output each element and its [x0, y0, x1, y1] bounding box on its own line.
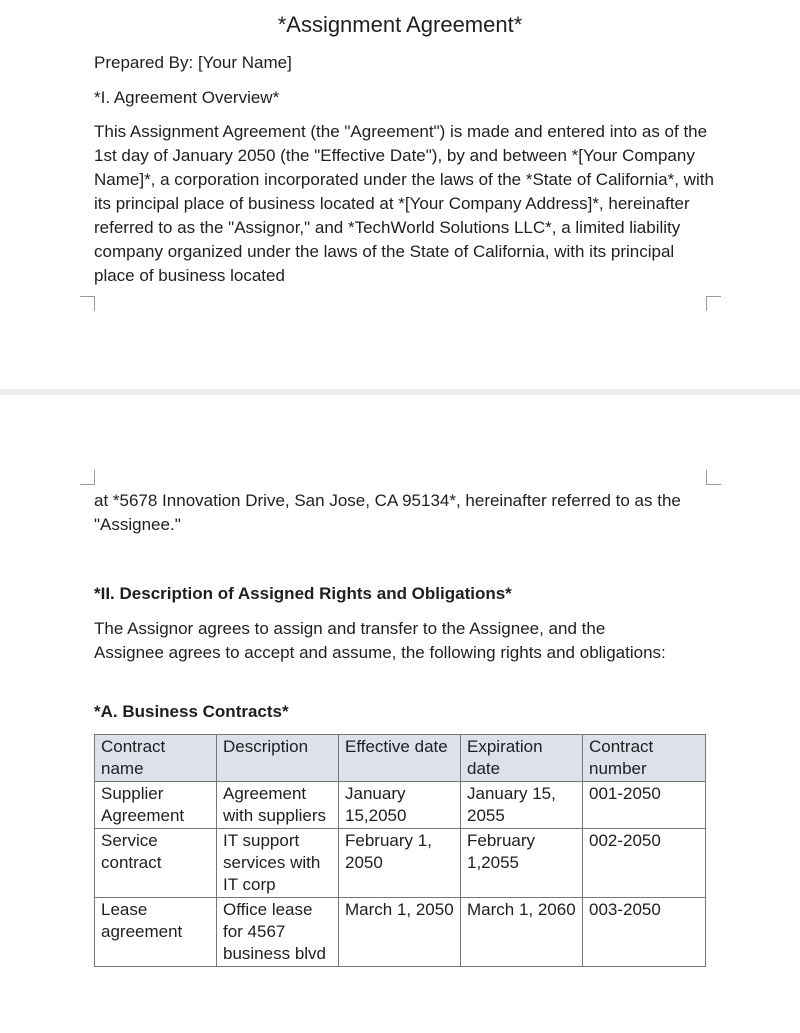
section-1-heading: *I. Agreement Overview* — [94, 88, 280, 107]
section-1-paragraph-part-2: at *5678 Innovation Drive, San Jose, CA 95134*, hereinafter referred to as the "Assignee." — [94, 491, 681, 534]
cell-effective-date: January 15,2050 — [339, 782, 461, 829]
cell-effective-date: March 1, 2050 — [339, 898, 461, 967]
cell-description: Agreement with suppliers — [217, 782, 339, 829]
section-2-paragraph: The Assignor agrees to assign and transfer to the Assignee, and the Assignee agrees to accept and assume, the following rights and obligations: — [94, 619, 666, 662]
document-page-2 — [0, 395, 800, 1033]
margin-corner-marker — [80, 296, 95, 311]
table-row — [95, 829, 706, 898]
prepared-by: Prepared By: [Your Name] — [94, 53, 292, 72]
header-expiration-date: Expiration date — [461, 735, 583, 782]
cell-effective-date: February 1, 2050 — [339, 829, 461, 898]
header-contract-name: Contract name — [95, 735, 217, 782]
subsection-a-heading: *A. Business Contracts* — [94, 702, 289, 721]
cell-contract-name: Lease agreement — [95, 898, 217, 967]
business-contracts-table — [94, 734, 706, 967]
cell-contract-name: Service contract — [95, 829, 217, 898]
cell-contract-number: 002-2050 — [583, 829, 706, 898]
margin-corner-marker — [80, 470, 95, 485]
cell-expiration-date: January 15, 2055 — [461, 782, 583, 829]
header-description: Description — [217, 735, 339, 782]
section-2-heading: *II. Description of Assigned Rights and Obligations* — [94, 584, 512, 603]
table-row — [95, 898, 706, 967]
margin-corner-marker — [706, 470, 721, 485]
cell-description: Office lease for 4567 business blvd — [217, 898, 339, 967]
cell-expiration-date: February 1,2055 — [461, 829, 583, 898]
cell-expiration-date: March 1, 2060 — [461, 898, 583, 967]
header-effective-date: Effective date — [339, 735, 461, 782]
document-page-1 — [0, 0, 800, 389]
section-1-paragraph-part-1: This Assignment Agreement (the "Agreement") is made and entered into as of the 1st day of January 2050 (the "Effective Date"), by and between *[Your Company Name]*, a corporation incorporated under the laws of the *State of California*, with its principal place of business located at *[Your Company Address]*, hereinafter referred to as the "Assignor," and *TechWorld Solutions LLC*, a limited liability company organized under the laws of the State of California, with its principal place of business located — [94, 122, 714, 285]
header-contract-number: Contract number — [583, 735, 706, 782]
table-row — [95, 782, 706, 829]
document-title: *Assignment Agreement* — [277, 12, 523, 37]
cell-description: IT support services with IT corp — [217, 829, 339, 898]
cell-contract-number: 001-2050 — [583, 782, 706, 829]
margin-corner-marker — [706, 296, 721, 311]
cell-contract-name: Supplier Agreement — [95, 782, 217, 829]
table-header-row — [95, 735, 706, 782]
cell-contract-number: 003-2050 — [583, 898, 706, 967]
